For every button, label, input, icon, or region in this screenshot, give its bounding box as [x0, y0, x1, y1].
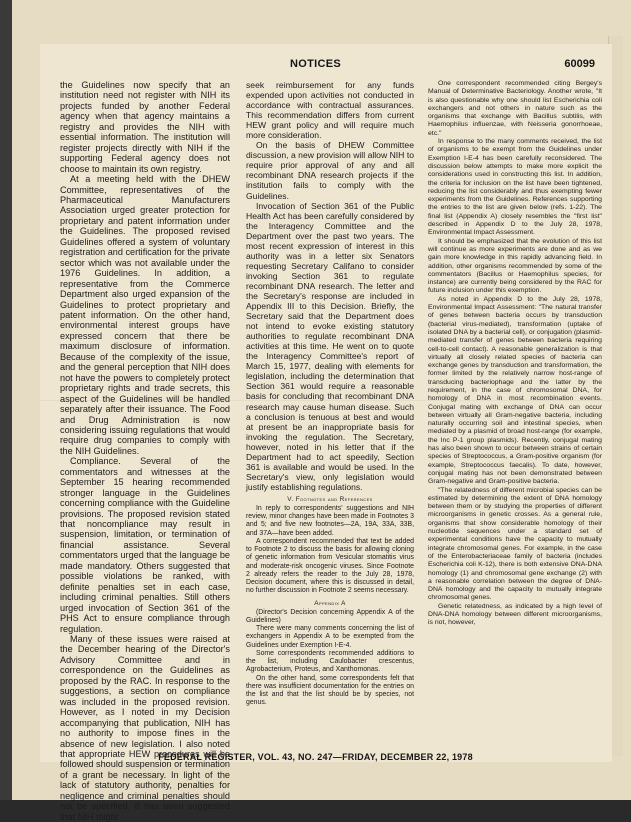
paragraph: Genetic relatedness, as indicated by a high level of DNA-DNA homology between different microorganisms, is not, however,	[428, 602, 602, 627]
scanner-edge	[0, 0, 12, 800]
paragraph: One correspondent recommended citing Bergey's Manual of Determinative Bacteriology. Another wrote, "It is also questionable why one should list Escherichia coli exchangers and not others in nature such as the organisms that exchange with Bacillus subtilis, with Haemophilus influenzae, with Neisseria gonorrhoeae, etc."	[428, 80, 602, 137]
paragraph: As noted in Appendix D to the July 28, 1978, Environmental Impact Assessment: "The natural transfer of genes between bacteria occurs by transduction (bacterial virus-mediated), transformation (uptake of isolated DNA by a bacterial cell), or conjugation (plasmid-mediated transfer of genes between bacteria requiring cell-to-cell contact). A reasonable generalization is that virtually all closely related species of bacteria can exchange genes by transduction and transformation, the former limited by the relatively narrow host-range of transducing bacteriophage and the latter by the requirement, in the case of chromosomal DNA, for homology of DNA in most recombination events. Conjugal mating with exchange of DNA can occur between virtually all Gram-negative bacteria, including naturally occurring soil and intestinal species, when mediated by a plasmid of broad host-range (for example, the Inc P-1 group plasmids). Recently, conjugal mating has also been shown to occur between strains of certain species of Streptococcus, a Gram-positive organism (for example, Streptococcus faecalis). To date, however, conjugal mating has not been demonstrated between Gram-negative and Gram-positive bacteria.	[428, 295, 602, 486]
section-heading-footnotes: V. Footnotes and References	[287, 495, 373, 503]
page-number: 60099	[564, 58, 595, 70]
section-title: NOTICES	[290, 58, 341, 70]
paragraph: Some correspondents recommended additions to the list, including Caulobacter crescentus, Agrobacterium, Proteus, and Xanthomonas.	[246, 649, 414, 674]
footer-citation: FEDERAL REGISTER, VOL. 43, NO. 247—FRIDAY, DECEMBER 22, 1978	[158, 752, 473, 762]
paragraph: Invocation of Section 361 of the Public Health Act has been carefully considered by the Interagency Committee and the Department over the past two years. The most recent expression of interest in this authority was in a letter six Senators requesting Secretary Califano to consider invoking Section 361 to regulate recombinant DNA research. The letter and the Secretary's response are included in Appendix III to this Decision. Briefly, the Secretary said that the Department does not intend to evoke existing statutory authorities to regulate recombinant DNA activities at this time. He went on to quote the Interagency Committee's report of March 15, 1977, dealing with elements for legislation, including the determination that Section 361 would require a reasonable basis for concluding that recombinant DNA research may cause human disease. Such a conclusion is tenuous at best and would at present be an inappropriate basis for invoking the regulation. The Secretary, however, noted in his letter that if the Department had to act speedily, Section 361 is available and would be used. In the Secretary's view, only legislation would justify establishing regulations.	[246, 200, 414, 492]
paragraph: There were many comments concerning the list of exchangers in Appendix A to be exempted from the Guidelines under Exemption I-E-4.	[246, 625, 414, 649]
paragraph: (Director's Decision concerning Appendix A of the Guidelines)	[246, 608, 414, 624]
paragraph: seek reimbursement for any funds expended upon activities not conducted in accordance with contractual assurances. This recommendation differs from current HEW grant policy and will require much more consideration.	[246, 80, 414, 141]
paragraph: In reply to correspondents' suggestions and NIH review, minor changes have been made in Footnotes 3 and 5; and five new footnotes—2A, 19A, 33A, 33B, and 37A—have been added.	[246, 504, 414, 537]
column-right	[428, 80, 602, 628]
paragraph: the Guidelines now specify that an institution need not register with NIH its projects funded by another Federal agency when that agency maintains a registry and provides the NIH with essential information. The institution will register projects directly with NIH if the supporting Federal agency does not choose to maintain its own registry.	[60, 80, 230, 174]
column-left	[60, 80, 230, 822]
paragraph: Compliance. Several of the commentators and witnesses at the September 15 hearing recommended stronger language in the Guidelines concerning compliance with the Guideline provisions. The proposed revision stated that noncompliance may result in suspension, limitation, or termination of financial assistance. Several commentators urged that the language be made mandatory. Others suggested that possible violations be ranked, with definite penalties set in each case, including criminal penalties. Still others urged invocation of Section 361 of the PHS Act to ensure compliance through regulation.	[60, 456, 230, 634]
section-heading-appendix-a: Appendix A	[314, 599, 346, 607]
paragraph: At a meeting held with the DHEW Committee, representatives of the Pharmaceutical Manufacturers Association urged greater protection for proprietary and patent information under the Guidelines. The proposed revised Guidelines offered a system of voluntary registration and certification for the private sector which was not available under the 1976 Guidelines. In addition, a representative from the Commerce Department also urged expansion of the Guidelines to protect proprietary and patent information. On the other hand, environmental interest groups have expressed concern that there be maximum disclosure of information. Because of the complexity of the issue, and the general perception that NIH does not have the powers to completely protect proprietary rights and trade secrets, this aspect of the Guidelines will be handled separately after their issuance. The Food and Drug Administration is now considering issuing regulations that would require drug companies to comply with the NIH Guidelines.	[60, 174, 230, 456]
paragraph: It should be emphasized that the evolution of this list will continue as more experiments are done and as we gain more knowledge in this rapidly advancing field. In addition, other organisms recommended by some of the commentators (Bacillus or Haemophilus species, for instance) are currently being considered by the RAC for future inclusion under this exemption.	[428, 237, 602, 295]
paragraph: Many of these issues were raised at the December hearing of the Director's Advisory Committee and in correspondence on the Guidelines as proposed by the RAC. In response to the suggestions, a section on compliance was included in the proposed revision. However, as I noted in my Decision accompanying that publication, NIH has no authority to impose fines in the absence of new legislation. I also noted that appropriate HEW procedures will be followed should suspension or termination of a grant be necessary. In light of the lack of statutory authority, penalties for negligence and criminal penalties should not be specified. It has been suggested that NIH might	[60, 634, 230, 822]
column-middle	[246, 80, 414, 708]
paragraph: A correspondent recommended that text be added to Footnote 2 to discuss the basis for allowing cloning of genetic information from Vesicular stomatitis virus and moderate-risk oncogenic viruses. Since Footnote 2 already refers the reader to the July 28, 1978, Decision document, where this is discussed in detail, no further discussion in Footnote 2 seems necessary.	[246, 537, 414, 595]
paragraph: On the other hand, some correspondents felt that there was insufficient documentation for the entries on the list and that the list should be by species, not genus.	[246, 674, 414, 707]
paragraph: "The relatedness of different microbial species can be estimated by determining the extent of DNA homology between them or by studying the properties of different microorganisms in genetic crosses. As a general rule, organisms that show considerable homology of their nucleotide sequences under a standard set of experimental conditions have the capacity to mutually integrate chromosomal genes. For example, in the case of the Enterobacteriaceae family of bacteria (includes Escherichia coli K-12), there is both extensive DNA-DNA homology (1) and chromosomal gene exchange (2) with a reasonable correlation between the degree of DNA-DNA homology and the capacity to mutually integrate chromosomal genes.	[428, 486, 602, 602]
paragraph: In response to the many comments received, the list of organisms to be exempt from the Guidelines under Exemption I-E-4 has been carefully reconsidered. The discussion below attempts to make more explicit the considerations used in constructing this list. In addition, the criteria for inclusion on the list have been tightened, reducing the list considerably and thus exempting fewer experiments from the Guidelines. References supporting the entries to the list are given below (refs. 1-22). The final list (Appendix A) closely resembles the "first list" described in Appendix D to the July 28, 1978, Environmental Impact Assessment.	[428, 138, 602, 237]
paragraph: On the basis of DHEW Committee discussion, a new provision will allow NIH to require prior approval of any and all recombinant DNA research projects if the institution fails to comply with the Guidelines.	[246, 140, 414, 201]
